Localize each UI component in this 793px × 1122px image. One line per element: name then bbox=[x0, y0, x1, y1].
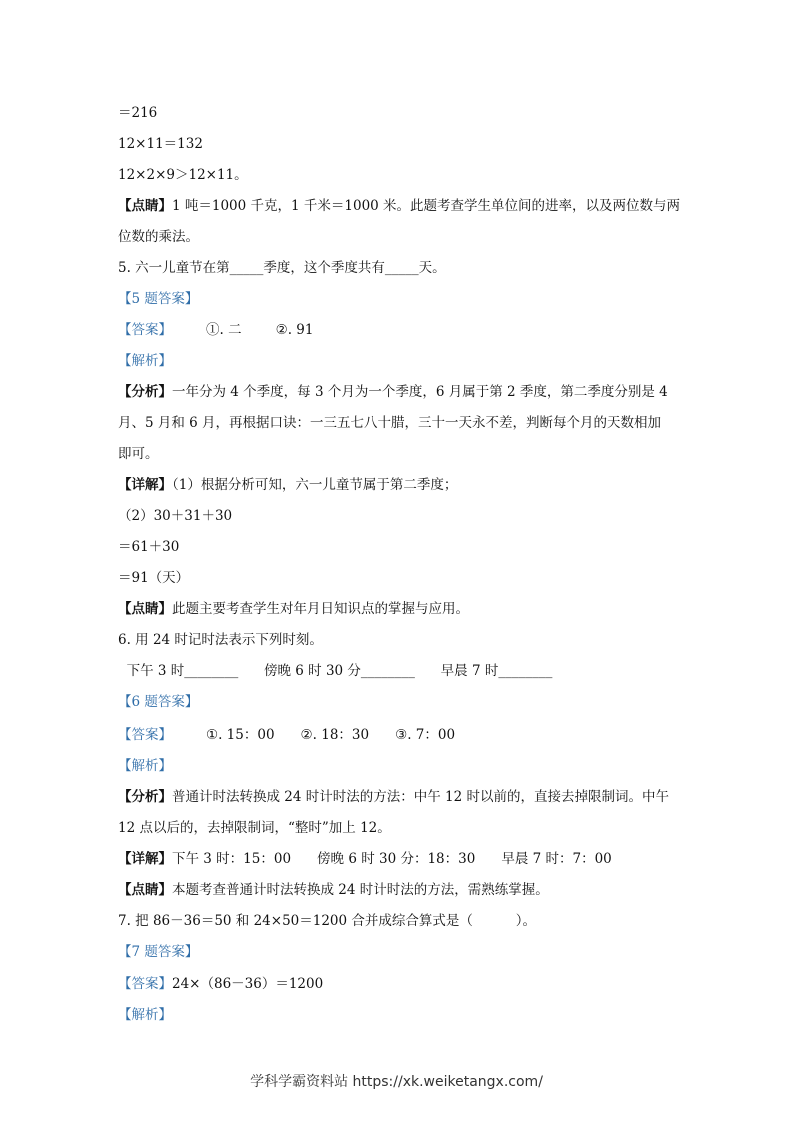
question-7: 7. 把 86－36＝50 和 24×50＝1200 合并成综合算式是（ ）。 bbox=[118, 913, 537, 929]
q5-xiangjie-line bbox=[118, 476, 703, 494]
calc-line: 12×2×9＞12×11。 bbox=[118, 167, 248, 183]
answer-item: ②. 18：30 bbox=[300, 727, 370, 743]
footer-watermark: 学科学霸资料站 https://xk.weiketangx.com/ bbox=[250, 1074, 543, 1090]
q5-xiangjie-cont: ＝91（天） bbox=[118, 570, 190, 586]
dianjing-text: 此题主要考查学生对年月日知识点的掌握与应用。 bbox=[172, 601, 469, 617]
xiangjie-item: 下午 3 时：15：00 bbox=[172, 851, 292, 867]
q6-dianjing-line bbox=[118, 881, 703, 899]
q5-fenxi-cont: 月、5 月和 6 月，再根据口诀：一三五七八十腊，三十一天永不差，判断每个月的天数相加 bbox=[118, 415, 662, 431]
fenxi-tag: 【分析】 bbox=[118, 789, 172, 805]
answer-tag: 【答案】 bbox=[118, 322, 172, 338]
dianjing-line-cont: 位数的乘法。 bbox=[118, 229, 199, 245]
q7-answer-line bbox=[118, 975, 703, 993]
answer-tag: 【答案】 bbox=[118, 727, 172, 743]
xiangjie-tag: 【详解】 bbox=[118, 477, 172, 493]
q6-items: 下午 3 时________ 傍晚 6 时 30 分________ 早晨 7 时________ bbox=[118, 663, 553, 679]
q7-jiexi-heading: 【解析】 bbox=[118, 1007, 172, 1023]
answer-item: ③. 7：00 bbox=[395, 727, 456, 743]
dianjing-tag: 【点睛】 bbox=[118, 198, 172, 214]
dianjing-text: 1 吨＝1000 千克，1 千米＝1000 米。此题考查学生单位间的进率，以及两位数与两 bbox=[172, 198, 681, 214]
answer-item: ①. 二 bbox=[206, 322, 242, 338]
q5-xiangjie-cont: ＝61＋30 bbox=[118, 539, 180, 555]
dianjing-text: 本题考查普通计时法转换成 24 时计时法的方法，需熟练掌握。 bbox=[172, 882, 549, 898]
dianjing-line bbox=[118, 197, 703, 215]
question-6: 6. 用 24 时记时法表示下列时刻。 bbox=[118, 632, 323, 648]
q5-fenxi-line bbox=[118, 383, 703, 401]
q6-answer-line bbox=[118, 726, 703, 744]
q6-fenxi-line bbox=[118, 788, 703, 806]
xiangjie-text: （1）根据分析可知，六一儿童节属于第二季度； bbox=[172, 477, 458, 493]
q5-answer-line bbox=[118, 321, 703, 339]
q5-jiexi-heading: 【解析】 bbox=[118, 353, 172, 369]
q6-fenxi-cont: 12 点以后的，去掉限制词，“整时”加上 12。 bbox=[118, 820, 391, 836]
answer-item: ①. 15：00 bbox=[206, 727, 275, 743]
question-5: 5. 六一儿童节在第_____季度，这个季度共有_____天。 bbox=[118, 260, 446, 276]
q5-dianjing-line bbox=[118, 600, 703, 618]
dianjing-tag: 【点睛】 bbox=[118, 882, 172, 898]
q6-xiangjie-line bbox=[118, 850, 703, 868]
q6-jiexi-heading: 【解析】 bbox=[118, 758, 172, 774]
xiangjie-tag: 【详解】 bbox=[118, 851, 172, 867]
fenxi-tag: 【分析】 bbox=[118, 384, 172, 400]
q5-answer-heading: 【5 题答案】 bbox=[118, 291, 199, 307]
xiangjie-item: 傍晚 6 时 30 分：18：30 bbox=[317, 851, 476, 867]
answer-item: 24×（86－36）＝1200 bbox=[172, 976, 324, 992]
q5-fenxi-cont: 即可。 bbox=[118, 446, 159, 462]
answer-tag: 【答案】 bbox=[118, 976, 172, 992]
q6-answer-heading: 【6 题答案】 bbox=[118, 694, 199, 710]
calc-line: ＝216 bbox=[118, 105, 158, 121]
fenxi-text: 一年分为 4 个季度，每 3 个月为一个季度，6 月属于第 2 季度，第二季度分别是 4 bbox=[172, 384, 668, 400]
q7-answer-heading: 【7 题答案】 bbox=[118, 944, 199, 960]
fenxi-text: 普通计时法转换成 24 时计时法的方法：中午 12 时以前的，直接去掉限制词。中午 bbox=[172, 789, 670, 805]
dianjing-tag: 【点睛】 bbox=[118, 601, 172, 617]
q5-xiangjie-cont: （2）30＋31＋30 bbox=[118, 508, 233, 524]
calc-line: 12×11＝132 bbox=[118, 136, 203, 152]
answer-item: ②. 91 bbox=[275, 322, 314, 338]
xiangjie-item: 早晨 7 时：7：00 bbox=[501, 851, 612, 867]
